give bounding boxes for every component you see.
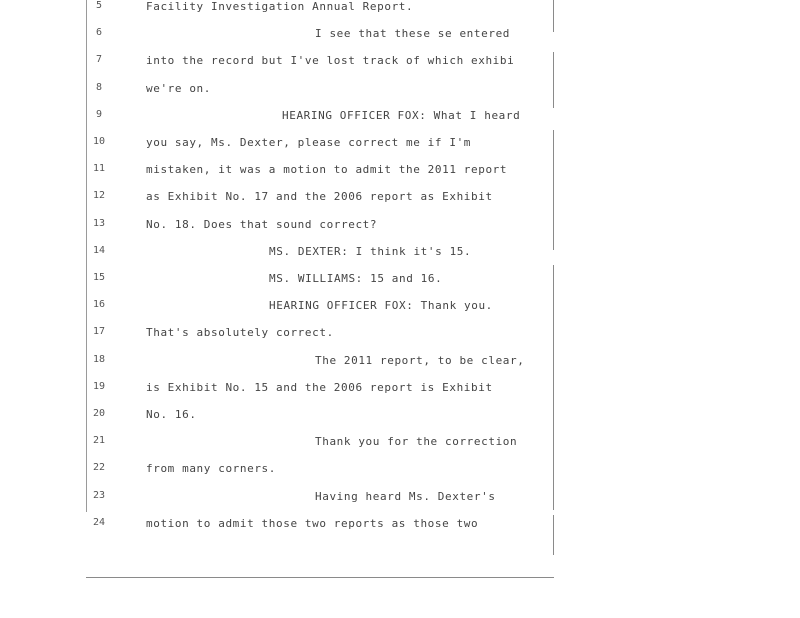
line-number: 24	[92, 516, 106, 528]
line-text: we're on.	[146, 81, 212, 95]
transcript-line	[0, 136, 560, 163]
line-text: The 2011 report, to be clear,	[315, 353, 525, 367]
line-number: 5	[95, 0, 103, 11]
line-text: into the record but I've lost track of which exhibi	[146, 54, 515, 68]
line-text: is Exhibit No. 15 and the 2006 report is Exhibit	[146, 380, 493, 394]
transcript-line	[0, 272, 560, 299]
line-text: MS. WILLIAMS: 15 and 16.	[269, 272, 443, 285]
line-number: 7	[95, 54, 103, 66]
transcript-line	[0, 163, 560, 190]
transcript-line	[0, 82, 560, 109]
line-number: 22	[92, 462, 106, 474]
line-text: No. 18. Does that sound correct?	[146, 217, 378, 231]
line-number: 21	[92, 435, 106, 447]
line-number: 23	[92, 489, 106, 501]
transcript-line	[0, 326, 560, 353]
transcript-line	[0, 435, 560, 462]
line-number: 14	[92, 244, 106, 256]
transcript-line	[0, 27, 560, 54]
line-number: 20	[92, 408, 106, 419]
transcript-line	[0, 218, 560, 245]
transcript-line	[0, 517, 560, 544]
line-text: Having heard Ms. Dexter's	[315, 489, 496, 503]
line-text: No. 16.	[146, 408, 197, 421]
line-text: Thank you for the correction	[315, 435, 518, 449]
line-text: HEARING OFFICER FOX: Thank you.	[269, 299, 493, 313]
line-number: 9	[95, 108, 103, 120]
line-text: I see that these se entered	[315, 27, 511, 41]
line-number: 15	[92, 272, 106, 283]
transcript-line	[0, 245, 560, 272]
line-number: 12	[92, 190, 106, 202]
line-text: as Exhibit No. 17 and the 2006 report as Exhibit	[146, 190, 493, 204]
line-number: 17	[92, 326, 106, 338]
line-text: MS. DEXTER: I think it's 15.	[269, 244, 472, 258]
line-number: 8	[95, 81, 103, 93]
transcript-line	[0, 299, 560, 326]
line-text: motion to admit those two reports as those two	[146, 516, 479, 530]
line-number: 6	[95, 27, 103, 39]
transcript-line	[0, 190, 560, 217]
line-number: 19	[92, 380, 106, 392]
line-number: 10	[92, 136, 106, 147]
transcript-line	[0, 54, 560, 81]
transcript-line	[0, 354, 560, 381]
line-text: HEARING OFFICER FOX: What I heard	[282, 108, 521, 122]
transcript-line	[0, 490, 560, 517]
line-text: mistaken, it was a motion to admit the 2011 report	[146, 163, 508, 177]
transcript-line	[0, 408, 560, 435]
line-number: 11	[92, 163, 106, 175]
line-text: Facility Investigation Annual Report.	[146, 0, 414, 13]
transcript-line	[0, 462, 560, 489]
transcript-line	[0, 381, 560, 408]
line-number: 13	[92, 217, 106, 229]
line-text: you say, Ms. Dexter, please correct me if I'm	[146, 136, 472, 149]
transcript-line	[0, 109, 560, 136]
line-number: 18	[92, 353, 106, 365]
line-number: 16	[92, 299, 106, 311]
line-text: from many corners.	[146, 462, 277, 476]
line-text: That's absolutely correct.	[146, 326, 334, 340]
page-bottom-rule	[86, 577, 554, 578]
transcript-line	[0, 0, 560, 27]
